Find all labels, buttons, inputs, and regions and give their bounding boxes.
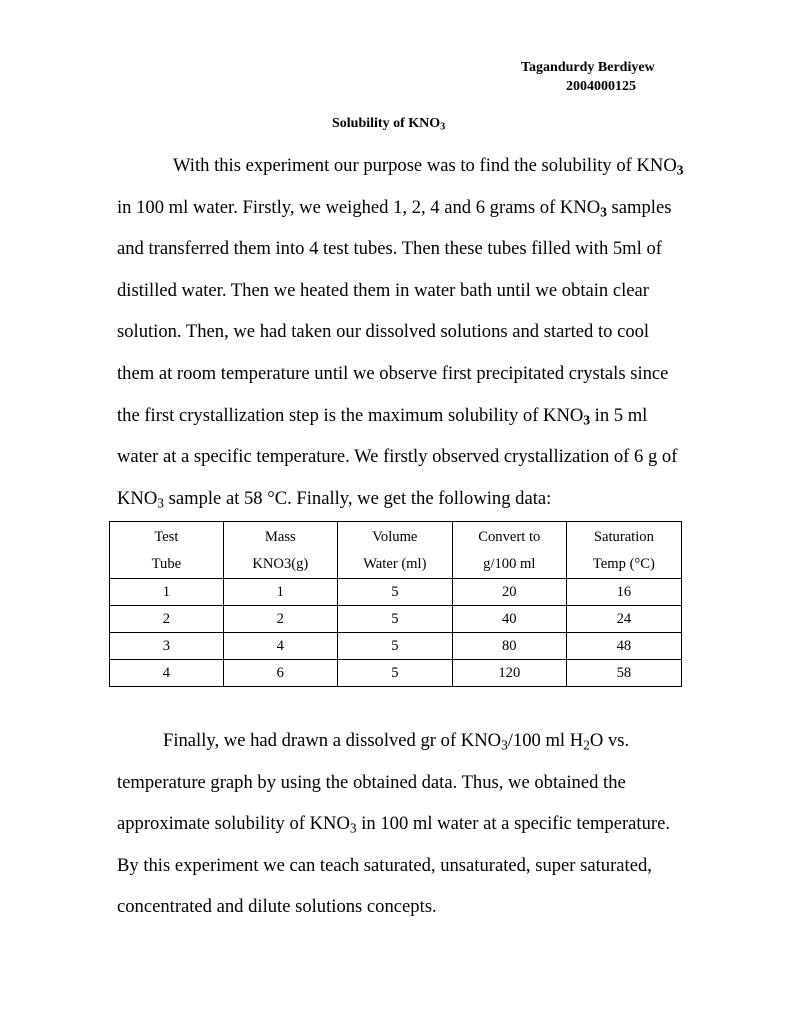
paragraph-line: distilled water. Then we heated them in water bath until we obtain clear xyxy=(117,279,649,301)
table-header-cell xyxy=(452,522,566,579)
table-header-row xyxy=(110,522,682,579)
subscript: 3 xyxy=(349,820,357,836)
table-header-cell xyxy=(223,522,337,579)
header-line: Water (ml) xyxy=(363,556,427,572)
subscript: 2 xyxy=(583,737,590,753)
table-cell: 2 xyxy=(223,606,337,633)
header-line: Convert to xyxy=(478,529,541,545)
table-cell: 1 xyxy=(110,579,224,606)
paragraph-text: With this experiment our purpose was to find the solubility of KNO xyxy=(173,155,677,176)
table-cell: 4 xyxy=(223,633,337,660)
page-title xyxy=(332,114,445,133)
paragraph-line: water at a specific temperature. We firstly observed crystallization of 6 g of xyxy=(117,446,678,468)
paragraph-text: in 5 ml xyxy=(590,404,648,426)
table-cell: 80 xyxy=(452,633,566,660)
paragraph-text: /100 ml H xyxy=(507,730,584,751)
table-cell: 48 xyxy=(566,633,681,660)
table-cell: 5 xyxy=(337,633,452,660)
paragraph-text: in 100 ml water. Firstly, we weighed 1, 2, 4 and 6 grams of KNO xyxy=(117,196,601,218)
paragraph-line: temperature graph by using the obtained data. Thus, we obtained the xyxy=(117,771,626,793)
table-cell: 6 xyxy=(223,660,337,687)
subscript: 3 xyxy=(676,162,684,178)
table-cell: 4 xyxy=(110,660,224,687)
paragraph-line: them at room temperature until we observe first precipitated crystals since xyxy=(117,362,669,384)
table-cell: 40 xyxy=(452,606,566,633)
paragraph-line: solution. Then, we had taken our dissolved solutions and started to cool xyxy=(117,321,650,343)
table-row xyxy=(110,633,682,660)
paragraph-line: concentrated and dilute solutions concepts. xyxy=(117,896,437,918)
table-header-cell xyxy=(337,522,452,579)
paragraph-line xyxy=(117,720,697,762)
table-row xyxy=(110,606,682,633)
title-subscript: 3 xyxy=(440,121,446,133)
paragraph-text: approximate solubility of KNO xyxy=(117,813,350,835)
intro-paragraph xyxy=(117,145,684,519)
header-line: Mass xyxy=(264,529,296,545)
header-line: Temp (°C) xyxy=(592,556,655,572)
table-cell: 5 xyxy=(337,579,452,606)
table-cell: 24 xyxy=(566,606,681,633)
paragraph-text: samples xyxy=(606,196,672,218)
paragraph-line: By this experiment we can teach saturated, unsaturated, super saturated, xyxy=(117,854,652,876)
paragraph-text: sample at 58 °C. Finally, we get the following data: xyxy=(163,487,552,509)
table-cell: 120 xyxy=(452,660,566,687)
paragraph-line xyxy=(117,803,697,845)
conclusion-paragraph xyxy=(117,720,697,928)
header-line: g/100 ml xyxy=(483,556,536,572)
student-id: 2004000125 xyxy=(566,79,636,94)
paragraph-line: and transferred them into 4 test tubes. Then these tubes filled with 5ml of xyxy=(117,238,662,260)
table-cell: 1 xyxy=(223,579,337,606)
paragraph-text: the first crystallization step is the maximum solubility of KNO xyxy=(117,404,584,426)
author-name: Tagandurdy Berdiyew xyxy=(521,60,655,75)
solubility-data-table xyxy=(109,521,682,687)
subscript: 3 xyxy=(501,737,508,753)
table-header-cell xyxy=(566,522,681,579)
table-cell: 3 xyxy=(110,633,224,660)
subscript: 3 xyxy=(583,411,591,427)
paragraph-line xyxy=(117,395,677,437)
header-line: Saturation xyxy=(593,529,654,545)
table-cell: 2 xyxy=(110,606,224,633)
header-line: Tube xyxy=(151,556,182,572)
paragraph-line xyxy=(117,145,684,187)
paragraph-line xyxy=(117,478,677,520)
table-row xyxy=(110,660,682,687)
header-line: KNO3(g) xyxy=(252,556,309,572)
paragraph-line xyxy=(117,187,677,229)
table-cell: 16 xyxy=(566,579,681,606)
paragraph-text: in 100 ml water at a specific temperature. xyxy=(356,813,670,835)
paragraph-text: KNO xyxy=(117,487,158,509)
header-line: Test xyxy=(154,529,179,545)
title-text: Solubility of KNO xyxy=(332,116,441,131)
paragraph-text: Finally, we had drawn a dissolved gr of KNO xyxy=(163,730,502,751)
table-cell: 20 xyxy=(452,579,566,606)
paragraph-text: O vs. xyxy=(589,730,630,751)
table-cell: 5 xyxy=(337,660,452,687)
table-cell: 58 xyxy=(566,660,681,687)
subscript: 3 xyxy=(600,203,607,219)
table-row xyxy=(110,579,682,606)
table-cell: 5 xyxy=(337,606,452,633)
table-header-cell xyxy=(110,522,224,579)
header-line: Volume xyxy=(372,529,418,545)
subscript: 3 xyxy=(157,495,164,511)
